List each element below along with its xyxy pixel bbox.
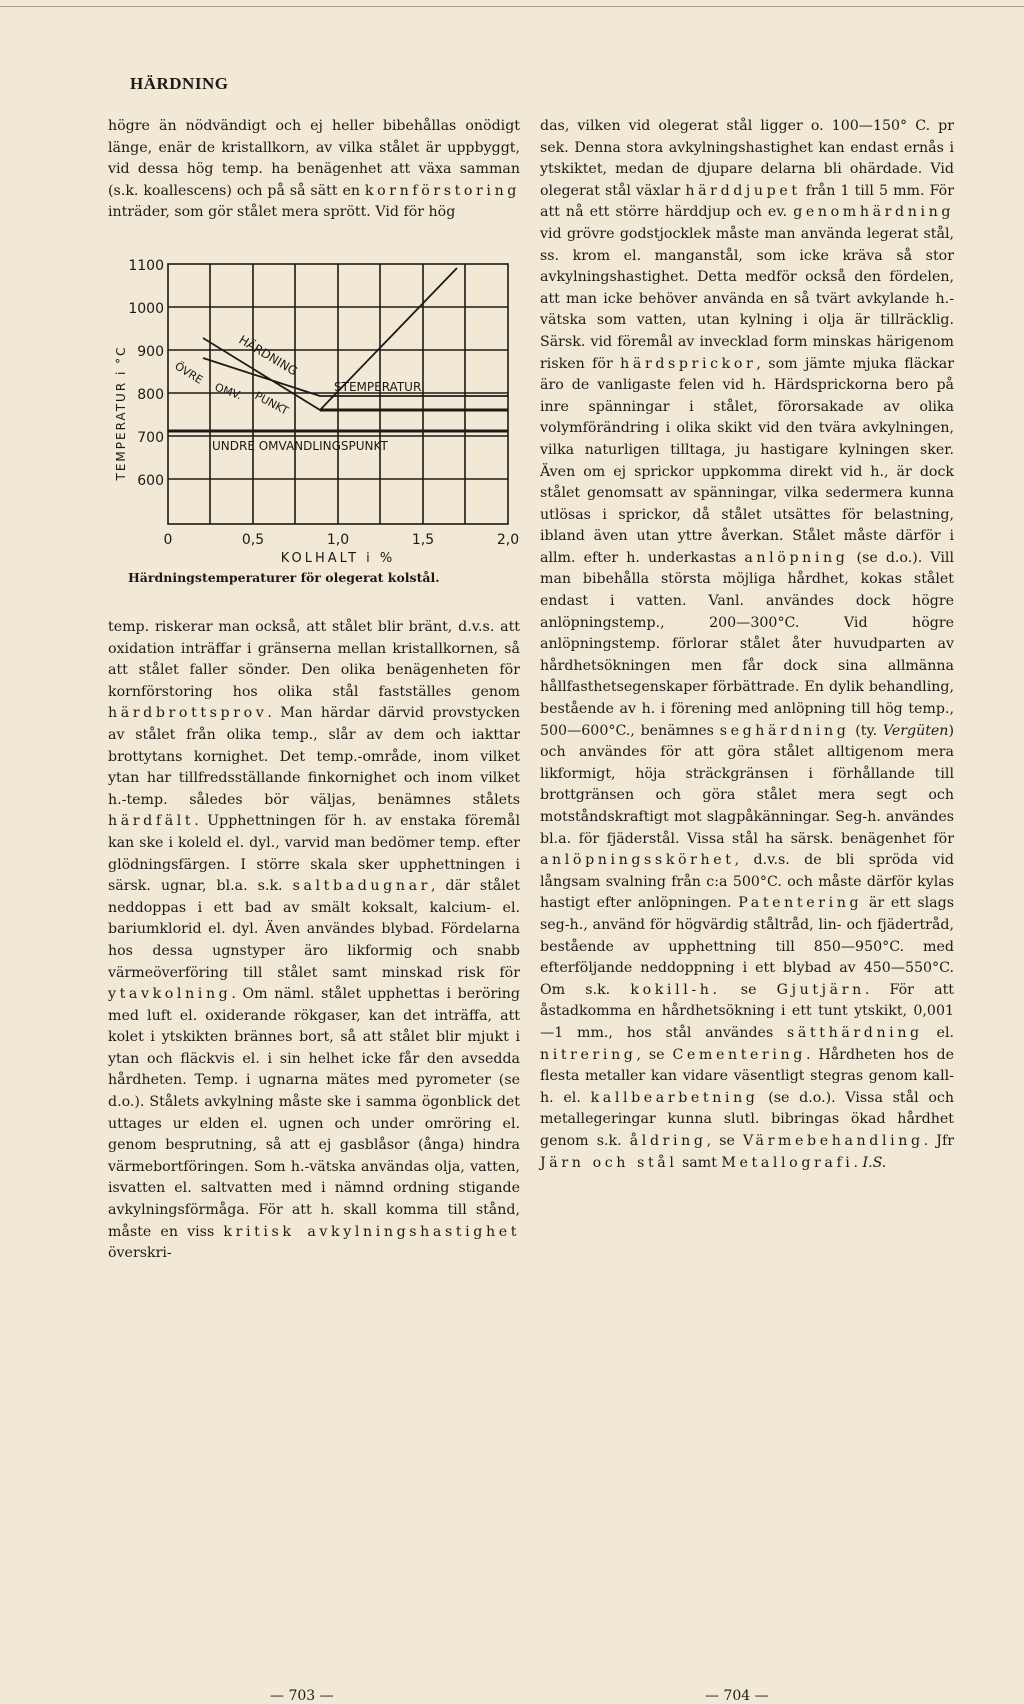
italic-term: Vergüten bbox=[882, 722, 949, 739]
spaced-term: kallbearbetning bbox=[590, 1089, 759, 1106]
chart-labels bbox=[114, 258, 519, 566]
paragraph bbox=[540, 116, 954, 1174]
left-column-bottom bbox=[108, 617, 520, 1265]
spaced-term: kritisk avkylningshastighet bbox=[223, 1223, 521, 1240]
y-axis-label: TEMPERATUR i °C bbox=[114, 345, 128, 481]
spaced-term: nitrering bbox=[540, 1046, 637, 1063]
spaced-term: Järn och stål bbox=[540, 1154, 678, 1171]
chart-svg bbox=[108, 250, 528, 590]
label-undre: UNDRE OMVANDLINGSPUNKT bbox=[212, 439, 388, 453]
label-ovre: ÖVRE bbox=[172, 359, 206, 387]
text-run: se bbox=[720, 981, 777, 998]
label-omv: OMV. bbox=[212, 380, 244, 403]
text-run: . Jfr bbox=[923, 1132, 954, 1149]
spaced-term: härdbrottsprov bbox=[108, 705, 268, 722]
text-run: vid grövre godstjocklek måste man använda legerat stål, ss. krom el. manganstål, som icke kräva så stor avkylningshastighet. Detta medför också den fördelen, att man icke behöver använda en så tvärt avkylande h.-vätska som vatten, utan kylning i olja är tillräcklig. Särsk. vid föremål av invecklad form minskas härigenom risken för bbox=[540, 225, 954, 372]
text-run: högre än nödvändigt och ej heller bibehållas onödigt länge, enär de kristallkorn, av vilka stålet är uppbyggt, vid dessa hög temp. ha benägenhet att växa samman (s.k. koallescens) och på så sätt en bbox=[108, 118, 520, 199]
text-run: , d.v.s. de bli spröda vid långsam svalning från c:a 500°C. och måste därför kylas hastigt efter anlöpningen. bbox=[540, 852, 954, 912]
spaced-term: Metallografi bbox=[721, 1154, 854, 1171]
text-run: . Upphettningen för h. av enstaka föremål kan ske i koleld el. dyl., varvid man bedömer temp. efter glödningsfärgen. I större skala sker upphettningen i särsk. ugnar, bl.a. s.k. bbox=[108, 813, 520, 895]
x-tick-label: 2,0 bbox=[496, 532, 520, 548]
text-run: el. bbox=[922, 1024, 954, 1041]
y-tick-label: 1000 bbox=[128, 301, 164, 317]
spaced-term: härdsprickor bbox=[620, 355, 757, 372]
text-run: (se d.o.). Vill man bibehålla största möjliga hårdhet, kokas stålet endast i vatten. Vanl. användes dock högre anlöpningstemp., 200—300°C. Vid högre anlöpningstemp. förlorar stålet åter huvudparten av hårdhetsökningen men får dock sina allmänna hållfasthetsegenskaper förbättrade. En dylik behandling, bestående av h. i förening med anlöpning till hög temp., 500—600°C., benämnes bbox=[540, 549, 954, 739]
spaced-term: härddjupet bbox=[685, 182, 801, 199]
text-run: ) och användes för att göra stålet alltigenom mera likformigt, höja sträckgränsen i förhållande till brottgränsen och göra stålet mera segt och motståndskraftigt mot slagpåkänningar. Seg-h. användes bl.a. för fjäderstål. Vissa stål ha särsk. benägenhet för bbox=[540, 722, 954, 847]
label-hardning: HÄRDNING bbox=[236, 332, 300, 379]
y-tick-label: 900 bbox=[137, 344, 164, 360]
spaced-term: kokill-h. bbox=[630, 981, 721, 998]
figure-caption: Härdningstemperaturer för olegerat kolstål. bbox=[128, 570, 440, 585]
text-run: . Hårdheten hos de flesta metaller kan vidare väsentligt stegras genom kall-h. el. bbox=[540, 1046, 954, 1106]
x-axis-label: KOLHALT i % bbox=[280, 551, 396, 566]
text-run: från 1 till 5 mm. För att nå ett större härddjup och ev. bbox=[540, 182, 954, 221]
spaced-term: Cementering bbox=[672, 1046, 806, 1063]
spaced-term: anlöpningsskörhet bbox=[540, 852, 735, 869]
y-tick-label: 800 bbox=[137, 387, 164, 403]
x-tick-label: 1,5 bbox=[411, 532, 435, 548]
spaced-term: Patentering bbox=[738, 895, 863, 912]
paragraph bbox=[108, 116, 520, 224]
spaced-term: genomhärdning bbox=[793, 204, 954, 221]
x-tick-label: 0 bbox=[163, 532, 173, 548]
text-run: temp. riskerar man också, att stålet blir bränt, d.v.s. att oxidation inträffar i gränserna mellan kristallkornen, så att stålet faller sönder. Den olika benägenheten för kornförstoring hos olika stål fastställes genom bbox=[108, 619, 520, 700]
text-run: överskri- bbox=[108, 1245, 172, 1262]
page-number-right: — 704 — bbox=[705, 1688, 769, 1704]
text-run: . Om näml. stålet upphettas i beröring med luft el. oxiderande rökgaser, kan det inträffa, att kolet i ytskikten brännes bort, så att stålet blir mjukt i ytan och fläckvis el. i sin helhet icke får den avsedda hårdheten. Temp. i ugnarna mätes med pyrometer (se d.o.). Stålets avkylning måste ske i samma ögonblick det uttages ur elden el. ugnen och under omröring el. genom besprutning, så att ej gasblåsor (ånga) hindra värmebortföringen. Som h.-vätska användas olja, vatten, isvatten el. saltvatten med i nämnd ordning stigande avkylningsförmåga. För att h. skall komma till stånd, måste en viss bbox=[108, 986, 520, 1240]
text-run: (ty. bbox=[849, 722, 883, 739]
text-run: . Man härdar därvid provstycken av stålet från olika temp., slår av dem och iakttar brottytans kornighet. Det temp.-område, inom vilket ytan har tillfredsställande finkornighet och inom vilket h.-temp. således bör väljas, benämnes stålets bbox=[108, 705, 520, 808]
spaced-term: åldring bbox=[629, 1132, 707, 1149]
spaced-term: seghärdning bbox=[719, 722, 850, 739]
spaced-term: härdfält bbox=[108, 813, 195, 830]
spaced-term: anlöpning bbox=[744, 549, 849, 566]
page-number-left: — 703 — bbox=[270, 1688, 334, 1704]
y-tick-label: 1100 bbox=[128, 258, 164, 274]
spaced-term: Värmebehandling bbox=[743, 1132, 924, 1149]
paragraph bbox=[108, 617, 520, 1265]
text-run: samt bbox=[677, 1154, 722, 1171]
text-run: , se bbox=[706, 1132, 744, 1149]
text-run: das, vilken vid olegerat stål ligger o. 100—150° C. pr sek. Denna stora avkylningshastighet kan endast ernås i ytskiktet, medan de djupare delarna bli ohärdade. Vid olegerat stål växlar bbox=[540, 118, 954, 199]
x-tick-label: 1,0 bbox=[326, 532, 350, 548]
left-column-top bbox=[108, 116, 520, 224]
text-run: inträder, som gör stålet mera sprött. Vid för hög bbox=[108, 204, 456, 221]
text-run: är ett slags seg-h., använd för högvärdig ståltråd, lin- och fjädertråd, bestående av upphettning till 850—950°C. med efterföljande neddoppning i ett blybad av 450—550°C. Om s.k. bbox=[540, 895, 954, 998]
y-tick-label: 700 bbox=[137, 430, 164, 446]
hardening-chart bbox=[108, 250, 528, 590]
spaced-term: kornförstoring bbox=[364, 182, 520, 199]
text-run: . För att åstadkomma en hårdhetsökning i ett tunt ytskikt, 0,001—1 mm., hos stål användes bbox=[540, 981, 954, 1041]
page-heading: HÄRDNING bbox=[130, 74, 229, 93]
label-punkt: PUNKT bbox=[252, 389, 291, 418]
italic-term: I.S. bbox=[862, 1154, 887, 1171]
text-run: . bbox=[853, 1154, 863, 1171]
spaced-term: saltbadugnar bbox=[292, 878, 432, 895]
label-temperatur: STEMPERATUR bbox=[334, 380, 422, 394]
spaced-term: ytavkolning bbox=[108, 986, 232, 1003]
text-run: , där stålet neddoppas i ett bad av smält koksalt, kalcium- el. bariumklorid el. dyl. Även användes blybad. Fördelarna hos dessa ugnstyper äro likformig och snabb värmeöverföring till stålet samt minskad risk för bbox=[108, 878, 520, 981]
x-tick-label: 0,5 bbox=[241, 532, 265, 548]
spaced-term: Gjutjärn bbox=[776, 981, 865, 998]
spaced-term: sätthärdning bbox=[787, 1024, 923, 1041]
text-run: , se bbox=[636, 1046, 673, 1063]
y-tick-label: 600 bbox=[137, 473, 164, 489]
top-rule bbox=[0, 6, 1024, 7]
right-column bbox=[540, 116, 954, 1174]
text-run: (se d.o.). Vissa stål och metallegeringar kunna slutl. bibringas ökad hårdhet genom s.k. bbox=[540, 1089, 954, 1149]
text-run: , som jämte mjuka fläckar äro de vanligaste felen vid h. Härdsprickorna bero på inre spänningar i stålet, förorsakade av olika volymförändring i olika skikt vid den tvära avkylningen, vilka naturligen tilltaga, ju hastigare kylningen sker. Även om ej sprickor uppkomma direkt vid h., är dock stålet genomsatt av spänningar, vilka sedermera kunna utlösas i sprickor, då stålet utsättes för belastning, ibland även utan yttre åverkan. Stålet måste därför i allm. efter h. underkastas bbox=[540, 355, 955, 566]
